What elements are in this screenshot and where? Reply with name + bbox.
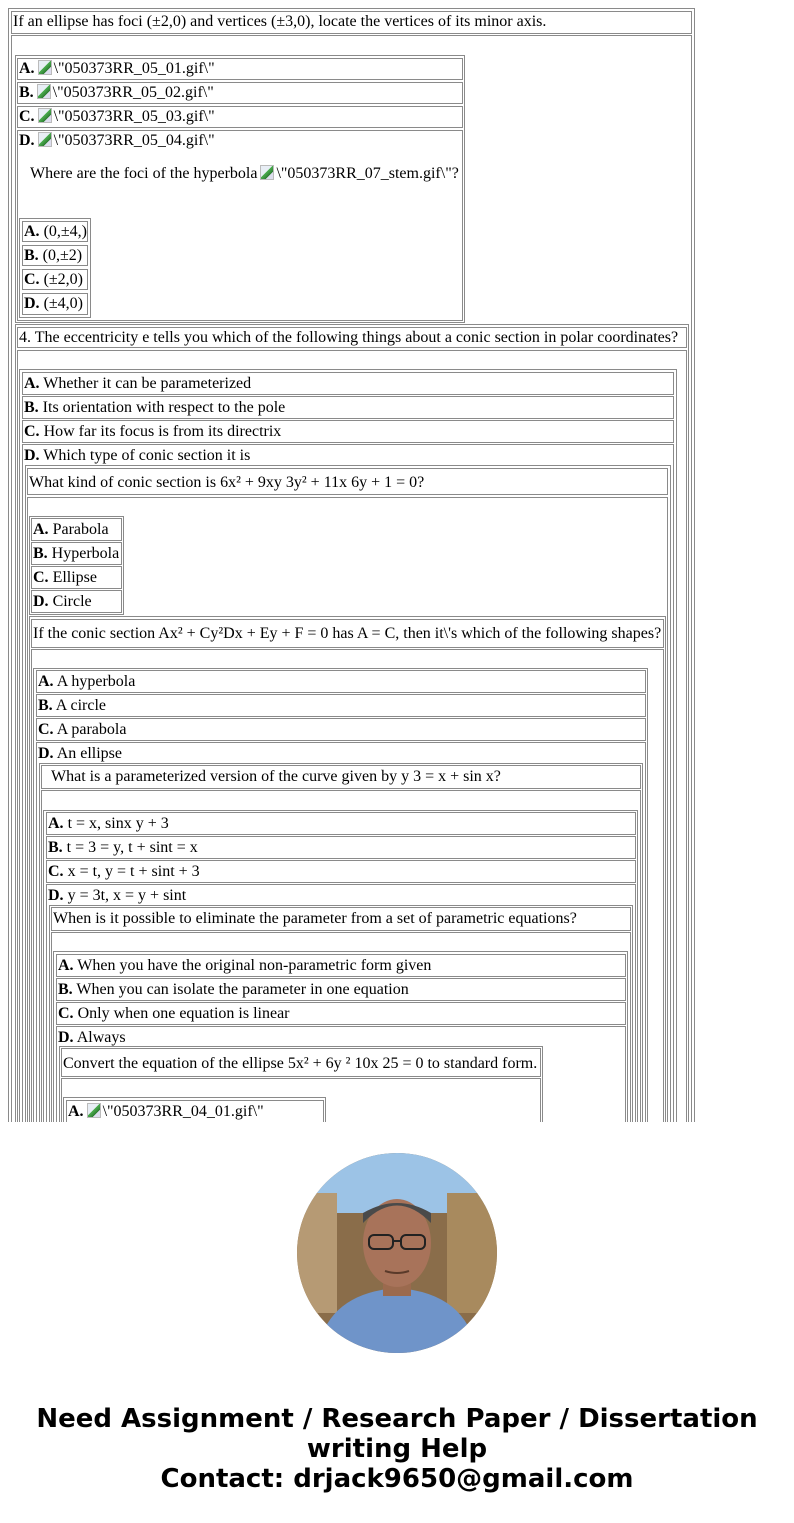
q7-option-b[interactable]	[46, 836, 636, 859]
option-letter: C.	[19, 108, 35, 125]
q5-header	[27, 468, 668, 495]
q2-text-before: Where are the foci of the hyperbola	[30, 165, 258, 182]
option-text: Parabola	[52, 521, 109, 538]
option-text: Only when one equation is linear	[77, 1005, 290, 1022]
option-letter: B.	[24, 247, 39, 264]
option-letter: D.	[48, 887, 64, 904]
q7-text: What is a parameterized version of the curve given by y 3 = x + sin x?	[51, 768, 501, 785]
option-letter: D.	[38, 745, 54, 762]
q2-text-after: \"050373RR_07_stem.gif\"?	[276, 165, 459, 182]
option-letter: B.	[24, 399, 39, 416]
q1-text: If an ellipse has foci (±2,0) and vertices (±3,0), locate the vertices of its minor axis.	[13, 13, 547, 30]
option-letter: B.	[38, 697, 53, 714]
q8-option-b[interactable]	[56, 978, 626, 1001]
q4-text: 4. The eccentricity e tells you which of the following things about a conic section in polar coordinates?	[19, 329, 679, 346]
option-text: Circle	[52, 593, 92, 610]
option-text: \"050373RR_04_01.gif\"	[102, 1103, 264, 1120]
q9-text: Convert the equation of the ellipse 5x² + 6y ² 10x 25 = 0 to standard form.	[63, 1055, 538, 1072]
option-letter: A.	[33, 521, 49, 538]
option-letter: B.	[48, 839, 63, 856]
option-text: An ellipse	[56, 745, 123, 762]
q6-option-a[interactable]	[36, 670, 646, 693]
option-text: \"050373RR_05_02.gif\"	[52, 84, 214, 101]
q1-option-a[interactable]	[17, 58, 463, 80]
q4-header	[17, 327, 687, 348]
option-text: Ellipse	[52, 569, 97, 586]
option-text: \"050373RR_05_01.gif\"	[53, 60, 215, 77]
option-letter: C.	[38, 721, 54, 738]
avatar	[297, 1153, 497, 1353]
q1-option-c[interactable]	[17, 106, 463, 128]
q9-option-a[interactable]	[66, 1100, 324, 1122]
option-letter: A.	[19, 60, 35, 77]
option-letter: D.	[33, 593, 49, 610]
option-text: x = t, y = t + sint + 3	[67, 863, 200, 880]
q5-text: What kind of conic section is 6x² + 9xy 3y² + 11x 6y + 1 = 0?	[29, 474, 425, 491]
option-letter: A.	[68, 1103, 84, 1120]
option-text: (0,±2)	[42, 247, 83, 264]
option-letter: A.	[24, 223, 40, 240]
option-text: (0,±4,)	[43, 223, 87, 240]
q5-option-a[interactable]	[31, 518, 122, 541]
option-text: t = x, sinx y + 3	[67, 815, 169, 832]
option-letter: D.	[24, 447, 40, 464]
q5-option-b[interactable]	[31, 542, 122, 565]
q4-option-a[interactable]	[22, 372, 674, 395]
option-letter: A.	[58, 957, 74, 974]
q1-header	[11, 11, 692, 34]
option-text: Which type of conic section it is	[43, 447, 251, 464]
broken-image-icon	[87, 1103, 101, 1118]
option-letter: A.	[24, 375, 40, 392]
option-text: (±4,0)	[43, 295, 83, 312]
option-text: How far its focus is from its directrix	[43, 423, 282, 440]
option-letter: B.	[19, 84, 34, 101]
q8-text: When is it possible to eliminate the parameter from a set of parametric equations?	[53, 910, 577, 927]
q2-text	[30, 164, 459, 184]
broken-image-icon	[37, 84, 51, 99]
option-letter: B.	[58, 981, 73, 998]
q6-header	[31, 619, 664, 648]
q1-option-b[interactable]	[17, 82, 463, 104]
q7-header	[41, 765, 641, 789]
q2-option-b[interactable]	[22, 245, 88, 266]
option-text: \"050373RR_05_03.gif\"	[53, 108, 215, 125]
q2-option-c[interactable]	[22, 269, 88, 290]
option-text: When you can isolate the parameter in one equation	[76, 981, 409, 998]
q2-option-d[interactable]	[22, 293, 88, 315]
option-letter: B.	[33, 545, 48, 562]
q7-option-a[interactable]	[46, 812, 636, 835]
q4-option-c[interactable]	[22, 420, 674, 443]
option-letter: C.	[33, 569, 49, 586]
q6-text: If the conic section Ax² + Cy²Dx + Ey + F = 0 has A = C, then it\'s which of the following shapes?	[33, 625, 662, 642]
option-letter: A.	[48, 815, 64, 832]
option-text: A circle	[55, 697, 106, 714]
q2-option-a[interactable]	[22, 221, 88, 242]
option-letter: C.	[58, 1005, 74, 1022]
option-text: Whether it can be parameterized	[43, 375, 252, 392]
broken-image-icon	[260, 165, 274, 180]
q8-option-a[interactable]	[56, 954, 626, 977]
option-letter: C.	[48, 863, 64, 880]
q6-option-b[interactable]	[36, 694, 646, 717]
option-text: Always	[76, 1029, 126, 1046]
promo-contact: Contact: drjack9650@gmail.com	[160, 1464, 634, 1494]
broken-image-icon	[38, 132, 52, 147]
broken-image-icon	[38, 60, 52, 75]
option-letter: D.	[24, 295, 40, 312]
q5-option-d[interactable]	[31, 590, 122, 613]
q4-option-b[interactable]	[22, 396, 674, 419]
option-text: t = 3 = y, t + sint = x	[66, 839, 198, 856]
option-text: A hyperbola	[56, 673, 136, 690]
option-text: Its orientation with respect to the pole	[42, 399, 286, 416]
option-letter: D.	[19, 132, 35, 149]
q8-header	[51, 907, 631, 931]
option-text: (±2,0)	[43, 271, 83, 288]
option-letter: D.	[58, 1029, 74, 1046]
broken-image-icon	[38, 108, 52, 123]
q6-option-c[interactable]	[36, 718, 646, 741]
option-text: Hyperbola	[51, 545, 120, 562]
q5-option-c[interactable]	[31, 566, 122, 589]
option-text: A parabola	[56, 721, 127, 738]
option-text: When you have the original non-parametric form given	[77, 957, 432, 974]
option-text: \"050373RR_05_04.gif\"	[53, 132, 215, 149]
promo-line-1: Need Assignment / Research Paper / Dissertation	[36, 1404, 758, 1434]
option-letter: A.	[38, 673, 54, 690]
promo-line-2: writing Help	[306, 1434, 488, 1464]
q9-header	[61, 1048, 541, 1077]
q8-option-c[interactable]	[56, 1002, 626, 1025]
option-text: y = 3t, x = y + sint	[67, 887, 187, 904]
q7-option-c[interactable]	[46, 860, 636, 883]
option-letter: C.	[24, 271, 40, 288]
option-letter: C.	[24, 423, 40, 440]
